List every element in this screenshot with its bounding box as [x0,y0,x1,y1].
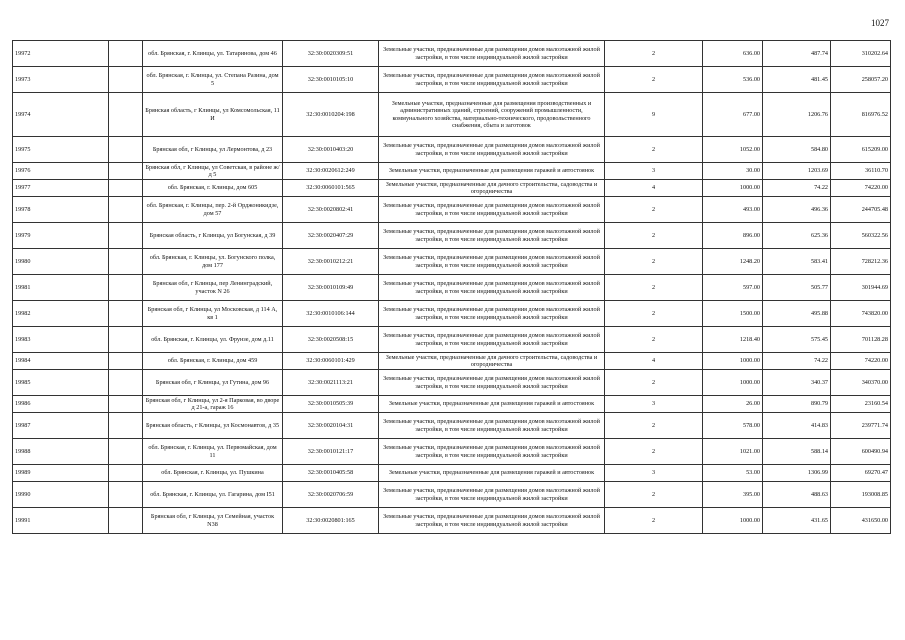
specific-value-cell: 431.65 [763,508,831,534]
row-number-cell: 19981 [13,275,109,301]
cadastral-value-cell: 701128.28 [831,327,891,353]
category-cell: 3 [605,163,703,180]
specific-value-cell: 414.83 [763,413,831,439]
spacer-cell [109,180,143,197]
land-use-cell: Земельные участки, предназначенные для размещения гаражей и автостоянок [379,163,605,180]
row-number-cell: 19988 [13,439,109,465]
table-row [13,301,891,327]
row-number-cell: 19985 [13,370,109,396]
address-cell: обл. Брянская, г. Клинцы, пер. 2-й Орджоникидзе, дом 57 [143,197,283,223]
spacer-cell [109,465,143,482]
area-cell: 53.00 [703,465,763,482]
spacer-cell [109,327,143,353]
land-use-cell: Земельные участки, предназначенные для размещения домов малоэтажной жилой застройки, в том числе индивидуальной жилой застройки [379,275,605,301]
category-cell: 2 [605,41,703,67]
cadastral-number-cell: 32:30:0010212:21 [283,249,379,275]
cadastral-number-cell: 32:30:0020801:165 [283,508,379,534]
cadastral-value-cell: 615209.00 [831,137,891,163]
spacer-cell [109,93,143,137]
specific-value-cell: 487.74 [763,41,831,67]
specific-value-cell: 74.22 [763,180,831,197]
specific-value-cell: 583.41 [763,249,831,275]
spacer-cell [109,163,143,180]
area-cell: 1000.00 [703,353,763,370]
cadastral-value-cell: 560322.56 [831,223,891,249]
spacer-cell [109,41,143,67]
table-row [13,353,891,370]
land-use-cell: Земельные участки, предназначенные для размещения домов малоэтажной жилой застройки, в том числе индивидуальной жилой застройки [379,327,605,353]
area-cell: 26.00 [703,396,763,413]
cadastral-value-cell: 600490.94 [831,439,891,465]
category-cell: 2 [605,413,703,439]
cadastral-number-cell: 32:30:0020802:41 [283,197,379,223]
area-cell: 677.00 [703,93,763,137]
area-cell: 1052.00 [703,137,763,163]
area-cell: 896.00 [703,223,763,249]
land-use-cell: Земельные участки, предназначенные для дачного строительства, садоводства и огородничества [379,180,605,197]
specific-value-cell: 575.45 [763,327,831,353]
category-cell: 2 [605,223,703,249]
cadastral-value-cell: 728212.36 [831,249,891,275]
row-number-cell: 19973 [13,67,109,93]
address-cell: Брянская обл, г Клинцы, ул Семейная, участок N38 [143,508,283,534]
address-cell: обл. Брянская, г. Клинцы, ул. Степана Разина, дом 5 [143,67,283,93]
table-row [13,41,891,67]
area-cell: 1000.00 [703,370,763,396]
table-row [13,508,891,534]
table-row [13,396,891,413]
cadastral-value-cell: 431650.00 [831,508,891,534]
row-number-cell: 19975 [13,137,109,163]
spacer-cell [109,508,143,534]
table-row [13,180,891,197]
table-row [13,482,891,508]
land-use-cell: Земельные участки, предназначенные для размещения домов малоэтажной жилой застройки, в том числе индивидуальной жилой застройки [379,223,605,249]
cadastral-number-cell: 32:30:0020407:29 [283,223,379,249]
row-number-cell: 19990 [13,482,109,508]
spacer-cell [109,439,143,465]
cadastral-number-cell: 32:30:0010204:198 [283,93,379,137]
specific-value-cell: 505.77 [763,275,831,301]
category-cell: 3 [605,465,703,482]
cadastral-value-cell: 23160.54 [831,396,891,413]
specific-value-cell: 488.63 [763,482,831,508]
specific-value-cell: 495.88 [763,301,831,327]
category-cell: 2 [605,197,703,223]
category-cell: 2 [605,508,703,534]
specific-value-cell: 496.36 [763,197,831,223]
cadastral-number-cell: 32:30:0010109:49 [283,275,379,301]
row-number-cell: 19989 [13,465,109,482]
table-row [13,223,891,249]
address-cell: Брянская обл, г Клинцы, ул 2-я Парковая, во дворе д 21-а, гараж 16 [143,396,283,413]
land-use-cell: Земельные участки, предназначенные для размещения домов малоэтажной жилой застройки, в том числе индивидуальной жилой застройки [379,508,605,534]
land-use-cell: Земельные участки, предназначенные для размещения домов малоэтажной жилой застройки, в том числе индивидуальной жилой застройки [379,197,605,223]
cadastral-value-cell: 258057.20 [831,67,891,93]
area-cell: 1248.20 [703,249,763,275]
address-cell: обл. Брянская, г. Клинцы, ул. Богунского полка, дом 177 [143,249,283,275]
table-row [13,137,891,163]
table-row [13,439,891,465]
spacer-cell [109,396,143,413]
specific-value-cell: 340.37 [763,370,831,396]
area-cell: 30.00 [703,163,763,180]
row-number-cell: 19978 [13,197,109,223]
address-cell: Брянская обл, г Клинцы, пер Ленинградский, участок N 26 [143,275,283,301]
address-cell: обл. Брянская, г. Клинцы, ул. Первомайская, дом 11 [143,439,283,465]
spacer-cell [109,67,143,93]
row-number-cell: 19983 [13,327,109,353]
cadastral-number-cell: 32:30:0021113:21 [283,370,379,396]
specific-value-cell: 481.45 [763,67,831,93]
address-cell: Брянская область, г Клинцы, ул Комсомольская, 11 И [143,93,283,137]
category-cell: 2 [605,67,703,93]
cadastral-number-cell: 32:30:0020104:31 [283,413,379,439]
area-cell: 395.00 [703,482,763,508]
address-cell: обл. Брянская, г. Клинцы, ул. Фрунзе, дом д.11 [143,327,283,353]
specific-value-cell: 1203.69 [763,163,831,180]
specific-value-cell: 890.79 [763,396,831,413]
specific-value-cell: 584.80 [763,137,831,163]
cadastral-number-cell: 32:30:0020309:51 [283,41,379,67]
cadastral-number-cell: 32:30:0060101:565 [283,180,379,197]
land-use-cell: Земельные участки, предназначенные для размещения гаражей и автостоянок [379,465,605,482]
land-use-cell: Земельные участки, предназначенные для размещения гаражей и автостоянок [379,396,605,413]
cadastral-number-cell: 32:30:0010106:144 [283,301,379,327]
table-row [13,370,891,396]
area-cell: 536.00 [703,67,763,93]
row-number-cell: 19977 [13,180,109,197]
address-cell: обл. Брянская, г. Клинцы, дом 605 [143,180,283,197]
address-cell: Брянская обл, г Клинцы, ул Гутина, дом 96 [143,370,283,396]
specific-value-cell: 74.22 [763,353,831,370]
cadastral-number-cell: 32:30:0010405:58 [283,465,379,482]
page-number: 1027 [871,18,889,28]
cadastral-number-cell: 32:30:0010105:10 [283,67,379,93]
table-row [13,163,891,180]
table-row [13,197,891,223]
spacer-cell [109,413,143,439]
cadastral-value-cell: 74220.00 [831,180,891,197]
land-use-cell: Земельные участки, предназначенные для дачного строительства, садоводства и огородничества [379,353,605,370]
category-cell: 2 [605,137,703,163]
land-use-cell: Земельные участки, предназначенные для размещения домов малоэтажной жилой застройки, в том числе индивидуальной жилой застройки [379,41,605,67]
cadastral-value-cell: 816976.52 [831,93,891,137]
row-number-cell: 19986 [13,396,109,413]
cadastral-value-cell: 340370.00 [831,370,891,396]
address-cell: обл. Брянская, г. Клинцы, дом 459 [143,353,283,370]
area-cell: 493.00 [703,197,763,223]
row-number-cell: 19974 [13,93,109,137]
land-use-cell: Земельные участки, предназначенные для размещения домов малоэтажной жилой застройки, в том числе индивидуальной жилой застройки [379,413,605,439]
category-cell: 2 [605,275,703,301]
row-number-cell: 19987 [13,413,109,439]
cadastral-number-cell: 32:30:0060101:429 [283,353,379,370]
spacer-cell [109,482,143,508]
row-number-cell: 19982 [13,301,109,327]
cadastral-value-cell: 193008.85 [831,482,891,508]
spacer-cell [109,249,143,275]
specific-value-cell: 1206.76 [763,93,831,137]
land-use-cell: Земельные участки, предназначенные для размещения домов малоэтажной жилой застройки, в том числе индивидуальной жилой застройки [379,301,605,327]
land-use-cell: Земельные участки, предназначенные для размещения домов малоэтажной жилой застройки, в том числе индивидуальной жилой застройки [379,439,605,465]
row-number-cell: 19991 [13,508,109,534]
table-row [13,275,891,301]
spacer-cell [109,301,143,327]
spacer-cell [109,370,143,396]
spacer-cell [109,223,143,249]
specific-value-cell: 1306.99 [763,465,831,482]
area-cell: 578.00 [703,413,763,439]
cadastral-value-cell: 69270.47 [831,465,891,482]
spacer-cell [109,353,143,370]
address-cell: Брянская область, г Клинцы, ул Богунская, д 39 [143,223,283,249]
address-cell: Брянская обл, г Клинцы, ул Советская, в районе ж/д 5 [143,163,283,180]
cadastral-number-cell: 32:30:0010121:17 [283,439,379,465]
land-use-cell: Земельные участки, предназначенные для размещения домов малоэтажной жилой застройки, в том числе индивидуальной жилой застройки [379,67,605,93]
category-cell: 2 [605,249,703,275]
area-cell: 1500.00 [703,301,763,327]
cadastral-value-cell: 244705.48 [831,197,891,223]
row-number-cell: 19980 [13,249,109,275]
cadastral-number-cell: 32:30:0010505:39 [283,396,379,413]
area-cell: 1000.00 [703,180,763,197]
cadastral-number-cell: 32:30:0020508:15 [283,327,379,353]
table-row [13,249,891,275]
spacer-cell [109,137,143,163]
address-cell: обл. Брянская, г. Клинцы, ул. Пушкина [143,465,283,482]
table-row [13,413,891,439]
cadastral-value-cell: 74220.00 [831,353,891,370]
spacer-cell [109,275,143,301]
cadastral-number-cell: 32:30:0020612:249 [283,163,379,180]
area-cell: 1021.00 [703,439,763,465]
cadastral-value-cell: 301944.69 [831,275,891,301]
table-row [13,327,891,353]
area-cell: 597.00 [703,275,763,301]
table-row [13,465,891,482]
table-row [13,67,891,93]
address-cell: обл. Брянская, г. Клинцы, ул. Гагарина, дом I51 [143,482,283,508]
category-cell: 2 [605,327,703,353]
land-use-cell: Земельные участки, предназначенные для размещения домов малоэтажной жилой застройки, в том числе индивидуальной жилой застройки [379,249,605,275]
category-cell: 4 [605,180,703,197]
specific-value-cell: 588.14 [763,439,831,465]
specific-value-cell: 625.36 [763,223,831,249]
category-cell: 4 [605,353,703,370]
category-cell: 2 [605,370,703,396]
area-cell: 636.00 [703,41,763,67]
address-cell: Брянская обл, г Клинцы, ул Лермонтова, д 23 [143,137,283,163]
cadastral-value-cell: 239771.74 [831,413,891,439]
land-use-cell: Земельные участки, предназначенные для размещения домов малоэтажной жилой застройки, в том числе индивидуальной жилой застройки [379,137,605,163]
table-row [13,93,891,137]
area-cell: 1218.40 [703,327,763,353]
address-cell: обл. Брянская, г. Клинцы, ул. Татаринова, дом 46 [143,41,283,67]
row-number-cell: 19979 [13,223,109,249]
row-number-cell: 19984 [13,353,109,370]
category-cell: 2 [605,439,703,465]
cadastral-number-cell: 32:30:0020706:59 [283,482,379,508]
cadastral-value-cell: 310202.64 [831,41,891,67]
cadastral-number-cell: 32:30:0010403:20 [283,137,379,163]
category-cell: 3 [605,396,703,413]
category-cell: 9 [605,93,703,137]
row-number-cell: 19972 [13,41,109,67]
address-cell: Брянская область, г Клинцы, ул Космонавтов, д 35 [143,413,283,439]
address-cell: Брянская обл, г Клинцы, ул Московская, д 114 А, кв 1 [143,301,283,327]
land-use-cell: Земельные участки, предназначенные для размещения производственных и административных зданий, строений, сооружений промышленности, коммунального хозяйства, материально-технического, продовольственного снабжения, сбыта и заготовок [379,93,605,137]
cadastral-value-cell: 743820.00 [831,301,891,327]
spacer-cell [109,197,143,223]
cadastral-value-cell: 36110.70 [831,163,891,180]
row-number-cell: 19976 [13,163,109,180]
land-use-cell: Земельные участки, предназначенные для размещения домов малоэтажной жилой застройки, в том числе индивидуальной жилой застройки [379,482,605,508]
area-cell: 1000.00 [703,508,763,534]
land-use-cell: Земельные участки, предназначенные для размещения домов малоэтажной жилой застройки, в том числе индивидуальной жилой застройки [379,370,605,396]
table-body [13,41,891,534]
cadastral-value-table [12,40,891,534]
category-cell: 2 [605,482,703,508]
category-cell: 2 [605,301,703,327]
